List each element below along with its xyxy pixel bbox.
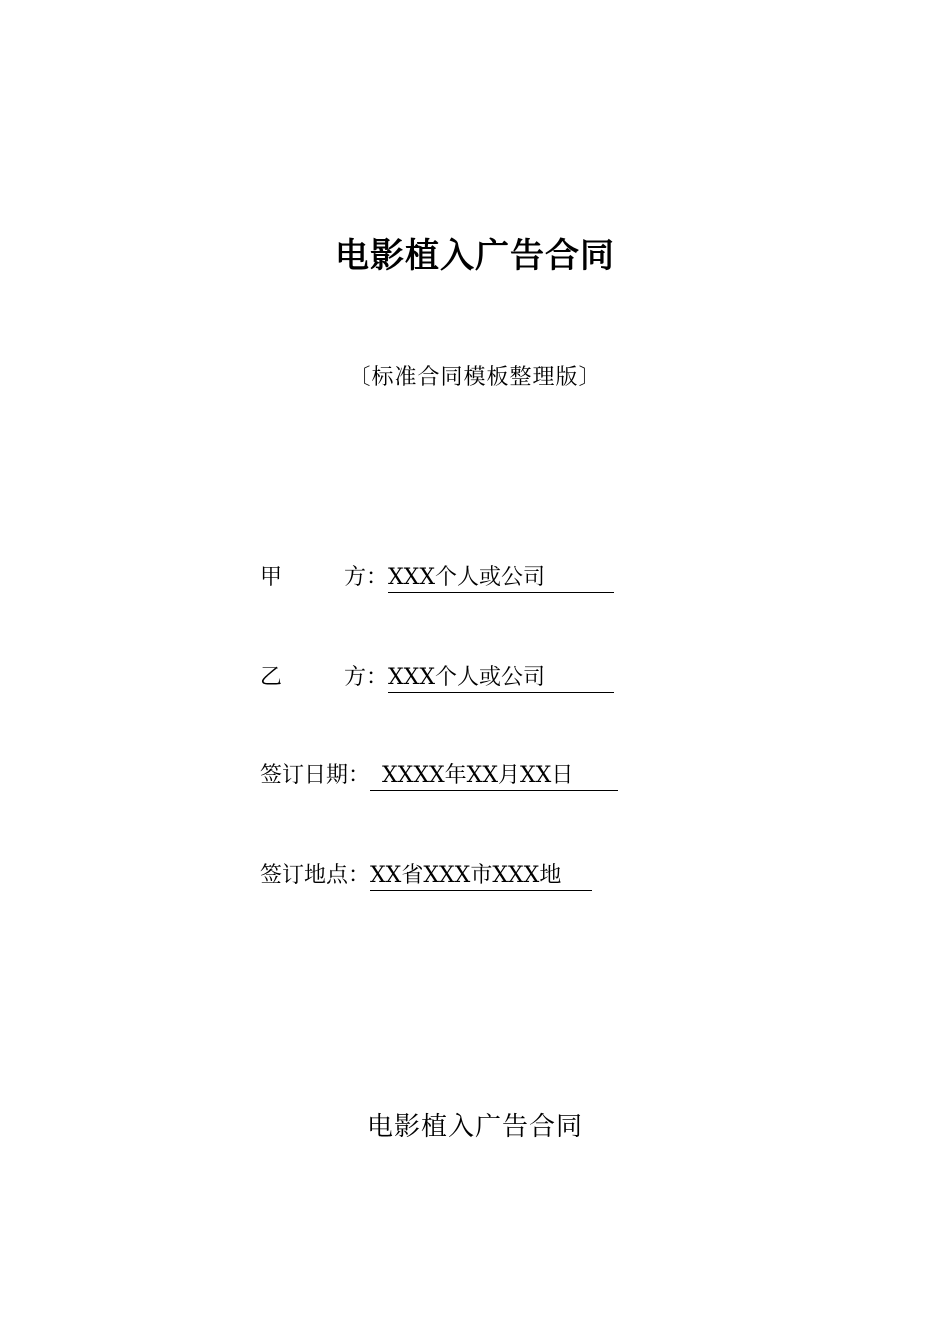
signing-place-label: 签订地点： <box>260 863 371 888</box>
document-subtitle: 〔标准合同模板整理版〕 <box>348 365 602 390</box>
body-title: 电影植入广告合同 <box>366 1112 583 1142</box>
signing-date-label: 签订日期： <box>260 763 371 788</box>
party-a-field <box>260 560 614 594</box>
signing-date-field <box>260 758 618 792</box>
party-b-label <box>260 660 388 691</box>
party-a-value: XXX个人或公司 <box>388 565 614 593</box>
party-b-label-first: 乙 <box>260 665 283 690</box>
signing-date-value: XXXX年XX月XX日 <box>370 763 618 791</box>
signing-place-field <box>260 858 592 892</box>
party-a-label <box>260 560 388 591</box>
party-a-label-first: 甲 <box>260 565 283 590</box>
party-b-value: XXX个人或公司 <box>388 665 614 693</box>
party-b-label-second: 方： <box>343 665 388 690</box>
document-title: 电影植入广告合同 <box>335 236 615 276</box>
party-a-label-second: 方： <box>343 565 388 590</box>
signing-place-value: XX省XXX市XXX地 <box>370 863 592 891</box>
party-b-field <box>260 660 614 694</box>
